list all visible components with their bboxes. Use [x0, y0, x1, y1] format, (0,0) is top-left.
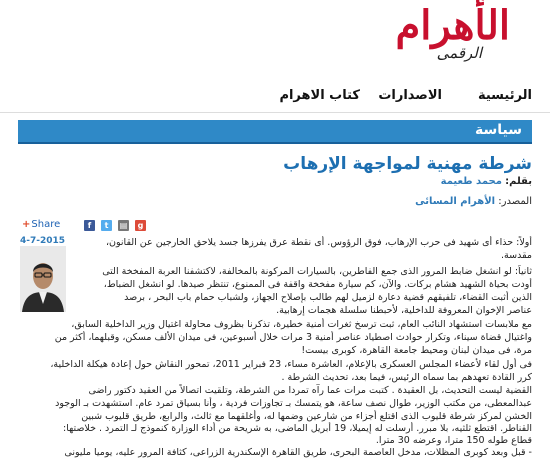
- twitter-icon[interactable]: t: [101, 220, 112, 231]
- facebook-icon[interactable]: f: [84, 220, 95, 231]
- byline-author-link[interactable]: محمد طعيمة: [440, 176, 502, 187]
- article-byline: [441, 176, 532, 187]
- share-button[interactable]: [22, 219, 60, 230]
- article-line: القناطر. اقتطع ثلثيه، بلا مبرر. أرسلت له إيميلا، 19 أبريل الماضى، به شريحة من أداء الوزارة كنموذج لـ التمرد . خلاصتها:: [63, 423, 532, 434]
- logo-wordmark: الأهرام: [395, 2, 510, 49]
- article-headline: شرطة مهنية لمواجهة الإرهاب: [283, 154, 532, 174]
- article-line: واغتيال قضاة سيناء، وتكرار حوادث اصطياد عناصر أمنية 3 مرات خلال أسبوعين، فى ميدان الألف مسكن، وقبلهما، أكثر من: [54, 332, 532, 343]
- article-line: أولاً: حذاء أى شهيد فى حرب الإرهاب، فوق الرؤوس. أى نقطة عرق يفرزها جسد يلاحق الخارجين عن القانون،: [105, 237, 532, 248]
- article-line: فى أول لقاء لأعضاء المجلس العسكرى بالإعلام، العاشرة مساء، 23 فبراير 2011، تمحور النقاش حول إعادة هيكلة الداخلية،: [50, 359, 532, 370]
- section-title[interactable]: سياسة: [475, 122, 522, 138]
- article-line: - قبل وبعد كوبرى المظلات، مدخل العاصمة البحرى، طريق القاهرة الإسكندرية الزراعى، كثافة المرور عليه، يوميا مليونى: [64, 447, 532, 458]
- article-line: مقدسة.: [501, 250, 532, 261]
- logo-subtitle: الرقمى: [436, 44, 482, 62]
- nav-publications-link[interactable]: الاصدارات: [378, 88, 442, 103]
- article-line: عناصر الإخوان المعروفة للداخلية، لأحبطنا سلسلة هجمات إرهابية.: [276, 305, 532, 316]
- article-line: الذين أثبت القضاء، تلفيقهم قضية دعارة لزميل لهم طالب بإصلاح الجهاز، ولشباب حمام باب البحر ، برصد: [124, 292, 532, 303]
- share-label: Share: [31, 219, 61, 230]
- plus-icon: +: [22, 219, 31, 230]
- article-line: أودت بحياة الشهيد هشام بركات. والآن، كم سيارة مفخخة واقفة فى الممنوع، تنتظر صيدها. لو انشغل الضباط،: [103, 279, 532, 290]
- article-date: 4-7-2015: [20, 236, 66, 246]
- google-plus-icon[interactable]: g: [135, 220, 146, 231]
- article-line: قطاع طوله 150 مترا، وعرضه 30 مترا.: [375, 435, 532, 446]
- article-line: الخشن لمركز شرطة قليوب الذى اقتلع أجزاء من شارعين وضمها له، وأغلقهما مع ثالث، والرابع، طريق قليوب شبين: [81, 411, 532, 422]
- section-bar: [18, 120, 532, 144]
- site-header: [0, 0, 550, 84]
- nav-writers-link[interactable]: كتاب الاهرام: [279, 88, 360, 103]
- article-source: [415, 196, 532, 207]
- print-icon[interactable]: ▤: [119, 221, 128, 230]
- source-label: المصدر:: [498, 196, 532, 207]
- share-toolbar: [22, 219, 152, 233]
- article-line: كرر القادة تعهدهم بما سماه الرئيس، فيما بعد، تحديث الشرطة .: [281, 372, 532, 383]
- nav-home-link[interactable]: الرئيسية: [477, 88, 532, 103]
- article-line: مع ملابسات استشهاد النائب العام، ثبت ترسخ ثغرات أمنية خطيرة، تذكرنا بظروف محاولة اغتيال وزير الداخلية السابق،: [71, 319, 532, 330]
- byline-label: بقلم:: [505, 176, 532, 187]
- article-line: ثانياً: لو انشغل ضابط المرور الذى جمع الفاطرين، بالسيارات المركونة بالمخالفة، لاكتشفنا العربة المفخخة التى: [102, 266, 532, 277]
- author-photo: [20, 246, 66, 312]
- main-nav: [0, 84, 550, 113]
- article-line: مرة، فى ميدان لبنان ومحيط جامعة القاهرة، كوبرى بيست!: [301, 345, 532, 356]
- article-line: القضية ليست التحديث، بل العقيدة . كتبت مرات عما رآه تمردا من الشرطة، وتلقيت اتصالاً من العقيد دكتور راضى: [88, 385, 532, 396]
- article-line: عبدالمعطى، من مكتب الوزير، طوال نصف ساعة، هو يتمسك بـ تجاوزات فردية ، وأنا بسياق تمرد عام. استشهدت بـ الوجود: [55, 398, 532, 409]
- source-link[interactable]: الأهرام المسائى: [415, 196, 496, 207]
- ahram-logo[interactable]: [370, 2, 510, 66]
